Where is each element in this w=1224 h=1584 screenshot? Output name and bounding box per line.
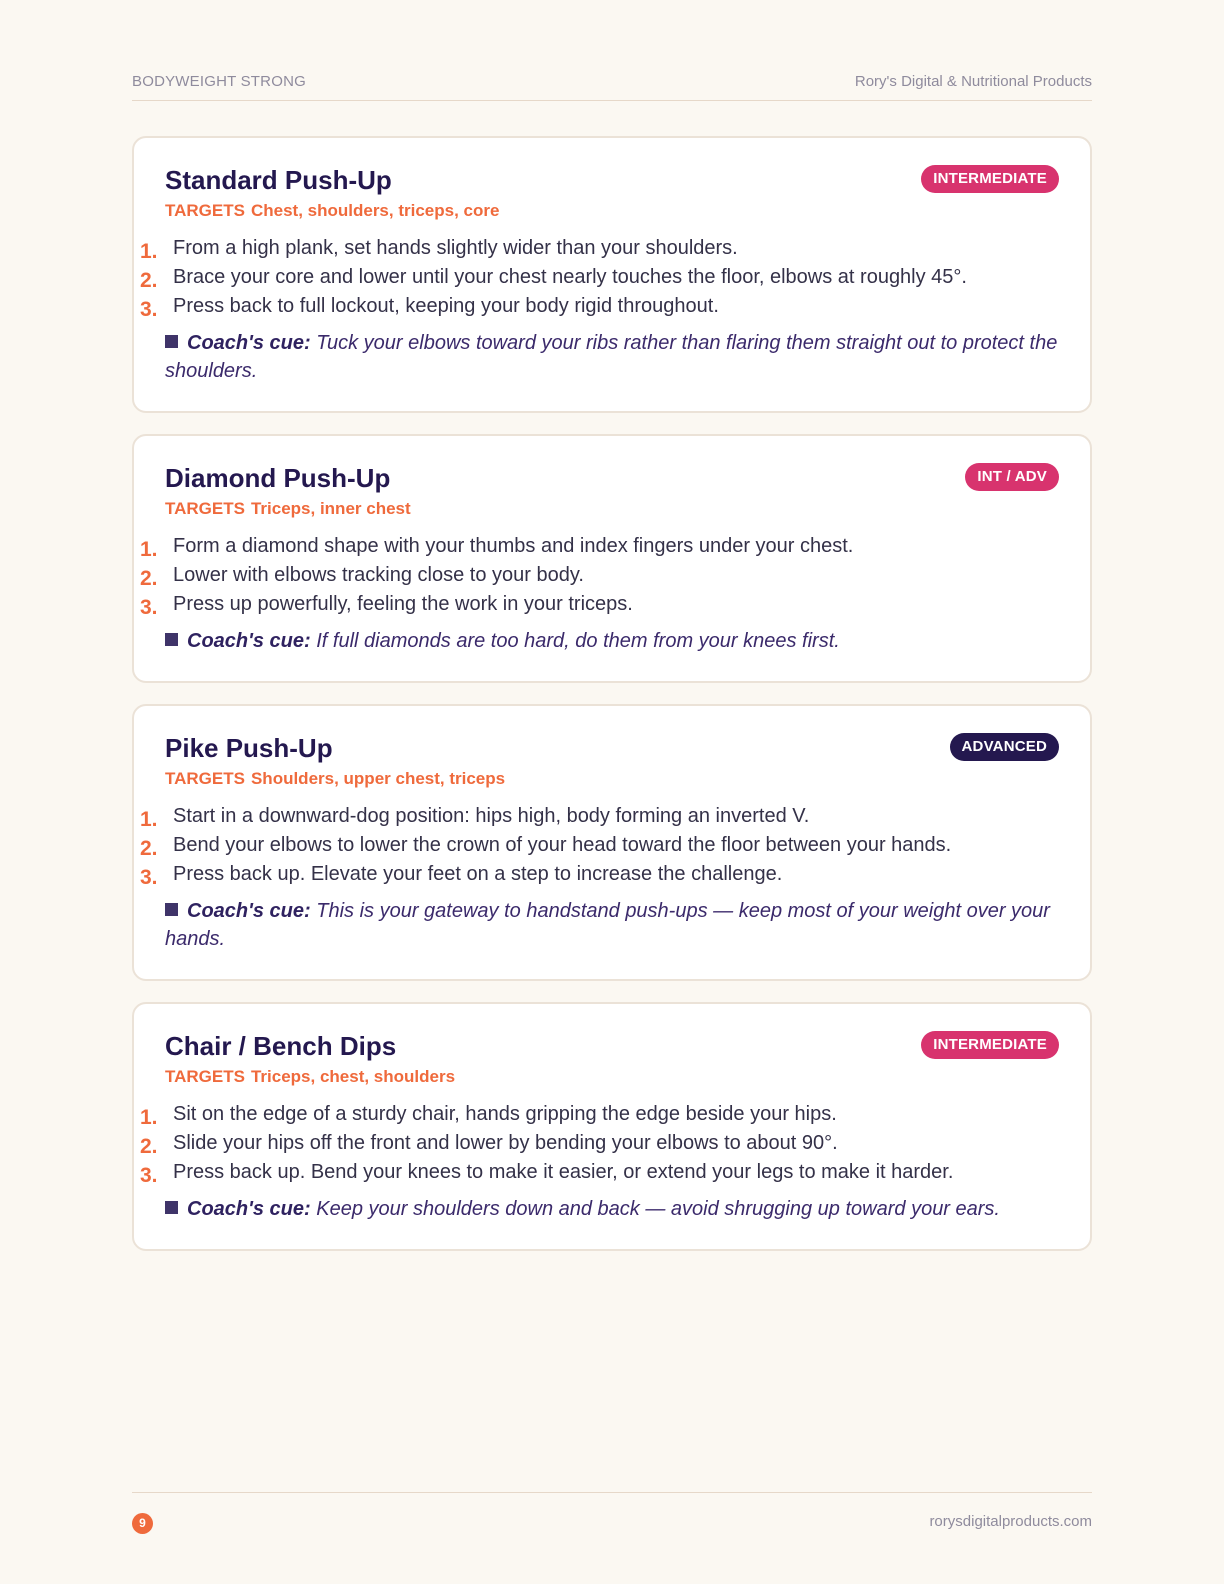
step-text: Slide your hips off the front and lower by bending your elbows to about 90°. [173,1132,838,1154]
footer-url: rorysdigitalproducts.com [929,1513,1092,1530]
targets-line [165,1066,1059,1088]
step-item [140,234,1059,263]
step-item [140,263,1059,292]
targets-line [165,200,1059,222]
step-text: Sit on the edge of a sturdy chair, hands gripping the edge beside your hips. [173,1103,837,1125]
step-item [140,1100,1059,1129]
step-list [140,1100,1059,1187]
step-number: 2. [140,567,158,590]
step-text: Press back up. Bend your knees to make it easier, or extend your legs to make it harder. [173,1161,954,1183]
step-number: 1. [140,1106,158,1129]
step-item [140,590,1059,619]
step-text: Lower with elbows tracking close to your body. [173,564,584,586]
cue-text: Keep your shoulders down and back — avoid shrugging up toward your ears. [316,1198,1000,1220]
cue-label: Coach's cue: [187,1198,311,1220]
difficulty-badge: INTERMEDIATE [921,165,1059,193]
targets-value: Chest, shoulders, triceps, core [250,201,500,220]
exercise-card-list [132,136,1092,1272]
page-number-badge: 9 [132,1513,153,1534]
targets-value: Triceps, inner chest [250,499,411,518]
square-bullet-icon [165,633,178,646]
step-text: From a high plank, set hands slightly wider than your shoulders. [173,237,738,259]
step-item [140,831,1059,860]
targets-line [165,768,1059,790]
difficulty-badge: INTERMEDIATE [921,1031,1059,1059]
publisher-name: Rory's Digital & Nutritional Products [854,73,1092,90]
step-text: Press back to full lockout, keeping your body rigid throughout. [173,295,719,317]
exercise-title: Pike Push-Up [165,733,333,763]
step-list [140,532,1059,619]
step-number: 3. [140,1164,158,1187]
square-bullet-icon [165,335,178,348]
step-text: Start in a downward-dog position: hips high, body forming an inverted V. [173,805,810,827]
exercise-title: Diamond Push-Up [165,463,391,493]
exercise-title: Standard Push-Up [165,165,392,195]
step-item [140,532,1059,561]
square-bullet-icon [165,903,178,916]
targets-line [165,498,1059,520]
step-item [140,1129,1059,1158]
step-number: 2. [140,1135,158,1158]
difficulty-badge: INT / ADV [965,463,1059,491]
targets-value: Triceps, chest, shoulders [250,1067,456,1086]
cue-text: If full diamonds are too hard, do them from your knees first. [316,630,840,652]
step-text: Form a diamond shape with your thumbs and index fingers under your chest. [173,535,854,557]
step-text: Brace your core and lower until your chest nearly touches the floor, elbows at roughly 45°. [173,266,967,288]
book-title: BODYWEIGHT STRONG [132,73,306,90]
square-bullet-icon [165,1201,178,1214]
card-header [165,1030,1059,1064]
coach-cue [165,329,1059,385]
card-header [165,732,1059,766]
difficulty-badge: ADVANCED [950,733,1060,761]
targets-label: TARGETS [165,499,245,518]
step-text: Press up powerfully, feeling the work in your triceps. [173,593,633,615]
step-item [140,292,1059,321]
page-header [132,71,1092,101]
step-item [140,802,1059,831]
exercise-title: Chair / Bench Dips [165,1031,397,1061]
step-item [140,860,1059,889]
step-number: 1. [140,808,158,831]
step-text: Bend your elbows to lower the crown of your head toward the floor between your hands. [173,834,952,856]
exercise-card [132,434,1092,683]
exercise-card [132,1002,1092,1251]
page-footer [132,1492,1092,1532]
step-item [140,561,1059,590]
step-number: 3. [140,596,158,619]
step-number: 2. [140,837,158,860]
step-list [140,802,1059,889]
targets-label: TARGETS [165,201,245,220]
step-number: 2. [140,269,158,292]
coach-cue [165,1195,1059,1223]
step-number: 1. [140,538,158,561]
targets-value: Shoulders, upper chest, triceps [250,769,506,788]
step-item [140,1158,1059,1187]
step-text: Press back up. Elevate your feet on a step to increase the challenge. [173,863,783,885]
step-number: 1. [140,240,158,263]
cue-label: Coach's cue: [187,900,311,922]
cue-label: Coach's cue: [187,630,311,652]
cue-label: Coach's cue: [187,332,311,354]
cue-text: Tuck your elbows toward your ribs rather than flaring them straight out to protect the shoulders. [165,332,1058,382]
step-number: 3. [140,866,158,889]
step-number: 3. [140,298,158,321]
coach-cue [165,897,1059,953]
card-header [165,164,1059,198]
cue-text: This is your gateway to handstand push-ups — keep most of your weight over your hands. [165,900,1050,950]
card-header [165,462,1059,496]
coach-cue [165,627,1059,655]
exercise-card [132,704,1092,981]
targets-label: TARGETS [165,1067,245,1086]
exercise-card [132,136,1092,413]
targets-label: TARGETS [165,769,245,788]
step-list [140,234,1059,321]
